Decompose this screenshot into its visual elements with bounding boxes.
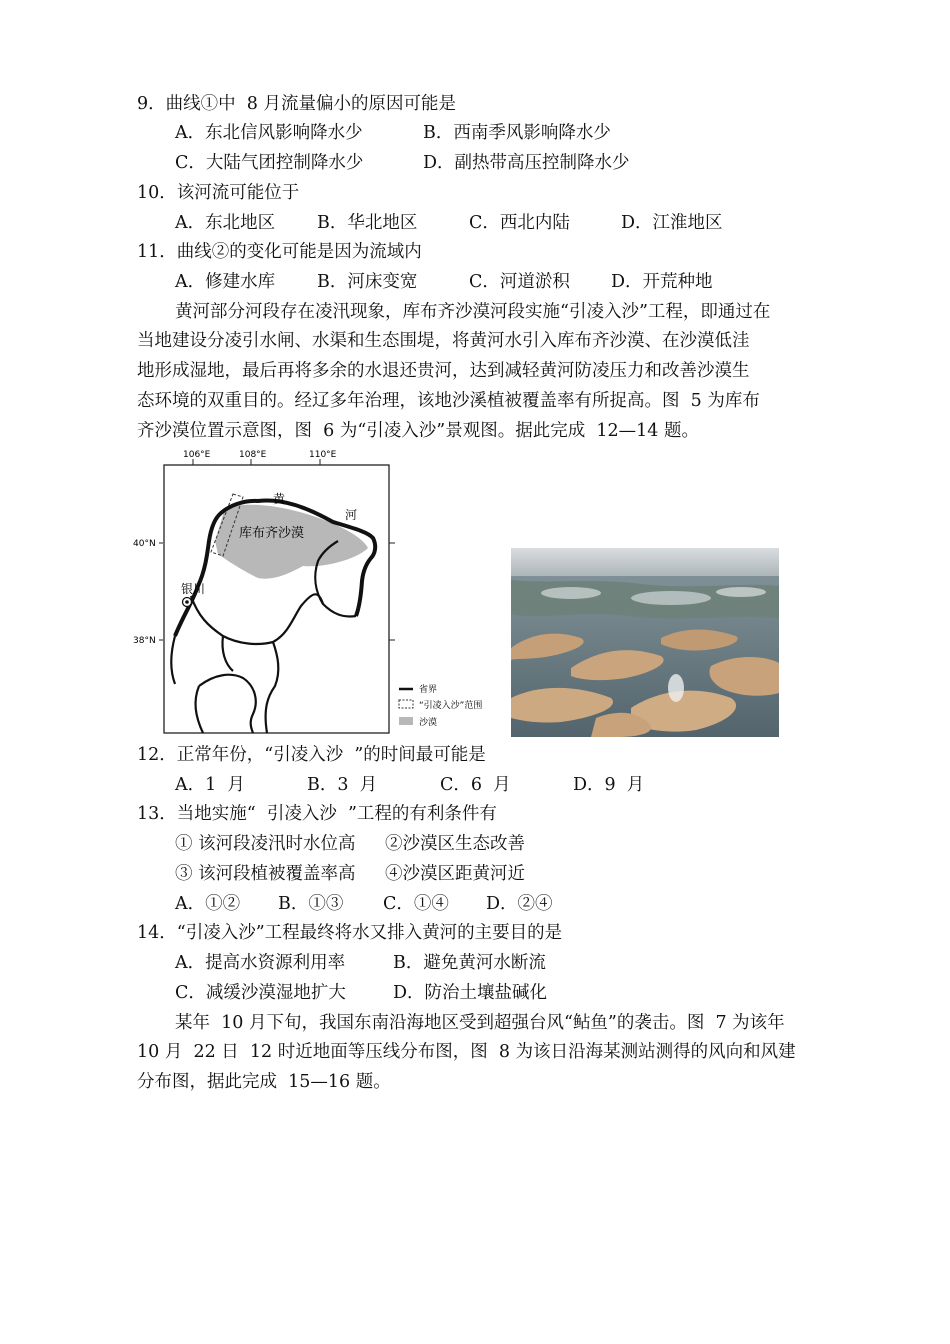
city-label: 银川 — [181, 582, 206, 596]
q14-option-c: C．减缓沙漠湿地扩大 — [175, 983, 346, 1003]
legend-project-swatch — [399, 700, 413, 708]
q10-option-d: D．江淮地区 — [621, 213, 723, 233]
q9-option-d: D．副热带高压控制降水少 — [423, 153, 630, 173]
lat-label-38n: 38°N — [133, 636, 156, 646]
border-line — [199, 675, 256, 733]
passage2-line: 某年 10 月下旬，我国东南沿海地区受到超强台风“鲇鱼”的袭击。图 7 为该年 — [175, 1013, 785, 1033]
border-line — [171, 636, 175, 684]
q10-option-b: B．华北地区 — [317, 213, 418, 233]
q13-statement-4: ④沙漠区距黄河近 — [385, 864, 525, 884]
lat-label-40n: 40°N — [133, 539, 156, 549]
desert-label: 库布齐沙漠 — [239, 526, 305, 541]
city-icon-dot — [185, 600, 189, 604]
border-line — [222, 636, 233, 671]
lon-label-106: 106°E — [183, 450, 211, 460]
passage1-line: 态环境的双重目的。经辽多年治理，该地沙溪植被覆盖率有所捉高。图 5 为库布 — [137, 391, 760, 411]
border-line — [196, 686, 203, 733]
q10-option-c: C．西北内陆 — [469, 213, 570, 233]
q11-option-b: B．河床变宽 — [317, 272, 418, 292]
passage2-line: 10 月 22 日 12 时近地面等压线分布图，图 8 为该日沿海某测站测得的风向和风建 — [137, 1042, 796, 1062]
kubuqi-location-map — [133, 446, 513, 736]
passage1-line: 地形成湿地，最后再将多余的水退还贵河，达到减轻黄河防凌压力和改善沙漠生 — [137, 361, 750, 381]
figure5-map — [133, 446, 513, 736]
q10-option-a: A．东北地区 — [175, 213, 276, 233]
figure6-landscape-photo — [511, 548, 779, 737]
q14-option-b: B．避免黄河水断流 — [393, 953, 546, 973]
legend-desert-swatch — [399, 717, 413, 725]
landscape-illustration — [511, 548, 779, 737]
q9-option-c: C．大陆气团控制降水少 — [175, 153, 364, 173]
legend-desert-label: 沙漠 — [419, 718, 438, 728]
q12-option-c: C．6 月 — [440, 775, 511, 795]
q13-statement-3: ③ 该河段植被覆盖率高 — [175, 864, 356, 884]
q10-stem: 10．该河流可能位于 — [137, 183, 300, 203]
q9-option-b: B．西南季风影响降水少 — [423, 123, 611, 143]
q12-option-d: D．9 月 — [573, 775, 645, 795]
river-label-he: 河 — [345, 508, 358, 522]
border-line — [266, 642, 279, 733]
q13-statement-2: ②沙漠区生态改善 — [385, 834, 525, 854]
q13-statement-1: ① 该河段凌汛时水位高 — [175, 834, 356, 854]
border-line — [191, 594, 323, 644]
q12-option-b: B．3 月 — [307, 775, 378, 795]
q9-option-a: A．东北信风影响降水少 — [175, 123, 363, 143]
q13-option-d: D．②④ — [486, 894, 553, 914]
q11-stem: 11．曲线②的变化可能是因为流域内 — [137, 242, 422, 262]
q14-option-a: A．提高水资源利用率 — [175, 953, 346, 973]
passage1-line: 黄河部分河段存在凌汛现象，库布齐沙漠河段实施“引凌入沙”工程，即通过在 — [175, 302, 771, 322]
q13-stem: 13．当地实施“ 引凌入沙 ”工程的有利条件有 — [137, 804, 497, 824]
passage1-line: 齐沙漠位置示意图，图 6 为“引凌入沙”景观图。据此完成 12—14 题。 — [137, 421, 699, 441]
lon-label-110: 110°E — [309, 450, 337, 460]
q13-option-c: C．①④ — [383, 894, 449, 914]
q11-option-a: A．修建水库 — [175, 272, 276, 292]
passage1-line: 当地建设分凌引水闸、水渠和生态围堤，将黄河水引入库布齐沙漠、在沙漠低洼 — [137, 331, 750, 351]
q12-option-a: A．1 月 — [175, 775, 245, 795]
river-label-huang: 黄 — [273, 492, 286, 506]
q11-option-c: C．河道淤积 — [469, 272, 570, 292]
legend-border-label: 省界 — [419, 685, 438, 695]
q12-stem: 12．正常年份，“引凌入沙 ”的时间最可能是 — [137, 745, 486, 765]
q13-option-b: B．①③ — [278, 894, 344, 914]
passage2-line: 分布图，据此完成 15—16 题。 — [137, 1072, 391, 1092]
legend-project-label: “引凌入沙”范围 — [419, 701, 483, 711]
q14-stem: 14．“引凌入沙”工程最终将水又排入黄河的主要目的是 — [137, 923, 563, 943]
q14-option-d: D．防治土壤盐碱化 — [393, 983, 548, 1003]
q11-option-d: D．开荒种地 — [611, 272, 713, 292]
q9-stem: 9．曲线①中 8 月流量偏小的原因可能是 — [137, 94, 456, 114]
lon-label-108: 108°E — [239, 450, 267, 460]
q13-option-a: A．①② — [175, 894, 241, 914]
